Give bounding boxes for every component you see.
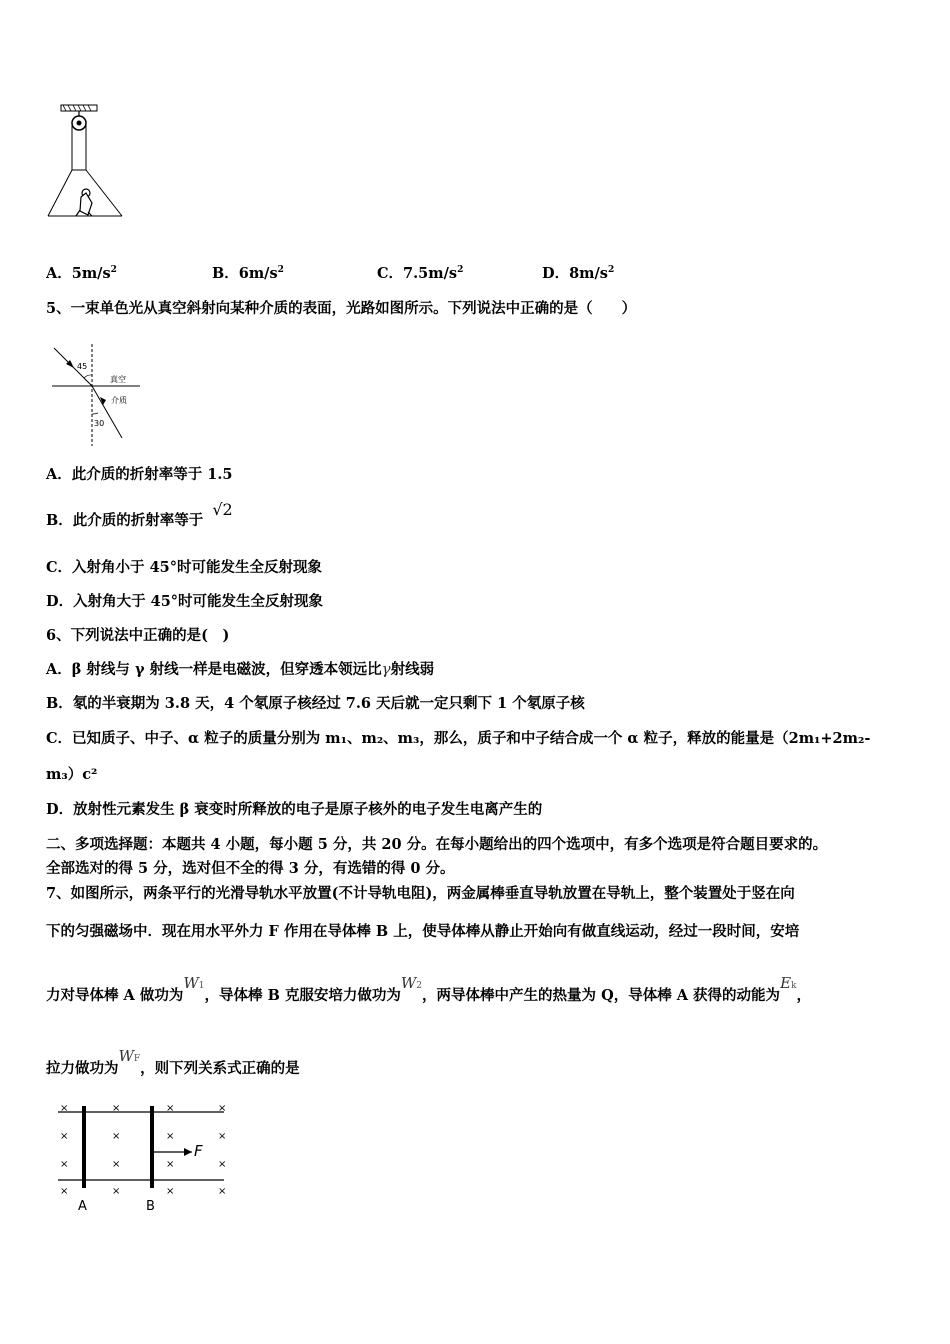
svg-text:×: × [112, 1131, 121, 1142]
ek-math: Ek [780, 974, 797, 992]
w1-math: W1 [183, 974, 205, 992]
angle-30-label: 30 [94, 419, 105, 428]
svg-text:×: × [218, 1131, 227, 1142]
svg-text:×: × [112, 1186, 121, 1197]
svg-text:×: × [60, 1131, 69, 1142]
refraction-figure [48, 342, 148, 448]
svg-text:×: × [60, 1103, 69, 1114]
sqrt2-math: √2 [212, 500, 233, 519]
medium-label: 介质 [111, 396, 127, 405]
svg-text:×: × [60, 1186, 69, 1197]
svg-text:×: × [218, 1186, 227, 1197]
q6-option-c-line2: m₃）c² [46, 766, 98, 783]
wf-math: WF [118, 1047, 141, 1065]
q4-option-d: D．$8m/s^2$ [542, 265, 615, 282]
w2-math: W2 [400, 974, 423, 992]
svg-text:×: × [218, 1103, 227, 1114]
q4-option-b: B．$6m/s^2$ [212, 265, 284, 282]
q6-stem: 6、下列说法中正确的是( ) [46, 627, 230, 644]
q6-option-a: A．β 射线与 γ 射线一样是电磁波，但穿透本领远比γ射线弱 [46, 660, 435, 678]
q4-option-a: A．$5m/s^2$ [46, 265, 117, 282]
svg-text:×: × [60, 1159, 69, 1170]
q6-option-c-line1: C．已知质子、中子、α 粒子的质量分别为 m₁、m₂、m₃，那么，质子和中子结合成一个 α 粒子，释放的能量是（2m₁+2m₂- [46, 730, 871, 747]
svg-text:×: × [218, 1159, 227, 1170]
svg-text:×: × [166, 1159, 175, 1170]
svg-text:×: × [112, 1159, 121, 1170]
q7-line3: 力对导体棒 A 做功为W1，导体棒 B 克服安培力做功为W2，两导体棒中产生的热量为 Q，导体棒 A 获得的动能为Ek， [46, 974, 811, 1004]
rod-b-label: B [146, 1199, 155, 1214]
q6-option-d: D．放射性元素发生 β 衰变时所释放的电子是原子核外的电子发生电离产生的 [46, 801, 543, 818]
rails-figure [54, 1098, 236, 1216]
q5-stem: 5、一束单色光从真空斜射向某种介质的表面，光路如图所示。下列说法中正确的是（ ） [46, 300, 637, 317]
q4-option-c: C．$7.5m/s^2$ [377, 265, 464, 282]
svg-text:×: × [166, 1186, 175, 1197]
force-label: F [194, 1142, 203, 1160]
q5-option-b: B．此介质的折射率等于 √2 [46, 500, 233, 529]
section2-header-line1: 二、多项选择题：本题共 4 小题，每小题 5 分，共 20 分。在每小题给出的四个选项中，有多个选项是符合题目要求的。 [46, 836, 828, 853]
angle-45-label: 45 [77, 362, 88, 371]
q7-line2: 下的匀强磁场中．现在用水平外力 F 作用在导体棒 B 上，使导体棒从静止开始向有做直线运动，经过一段时间，安培 [46, 923, 800, 940]
q6-option-b: B．氡的半衰期为 3.8 天，4 个氡原子核经过 7.6 天后就一定只剩下 1 个氡原子核 [46, 695, 585, 712]
q5-option-c: C．入射角小于 45°时可能发生全反射现象 [46, 559, 323, 576]
q5-option-a: A．此介质的折射率等于 1.5 [46, 466, 233, 483]
svg-text:×: × [166, 1103, 175, 1114]
q5-option-d: D．入射角大于 45°时可能发生全反射现象 [46, 593, 324, 610]
gamma-math: γ [381, 660, 391, 678]
pulley-figure [44, 100, 129, 220]
section2-header-line2: 全部选对的得 5 分，选对但不全的得 3 分，有选错的得 0 分。 [46, 860, 455, 877]
svg-text:×: × [166, 1131, 175, 1142]
vacuum-label: 真空 [110, 375, 126, 384]
q7-line1: 7、如图所示，两条平行的光滑导轨水平放置(不计导轨电阻)，两金属棒垂直导轨放置在导轨上，整个装置处于竖在向 [46, 885, 795, 902]
rod-a-label: A [78, 1199, 87, 1214]
svg-text:×: × [112, 1103, 121, 1114]
q7-line4: 拉力做功为WF，则下列关系式正确的是 [46, 1047, 300, 1077]
